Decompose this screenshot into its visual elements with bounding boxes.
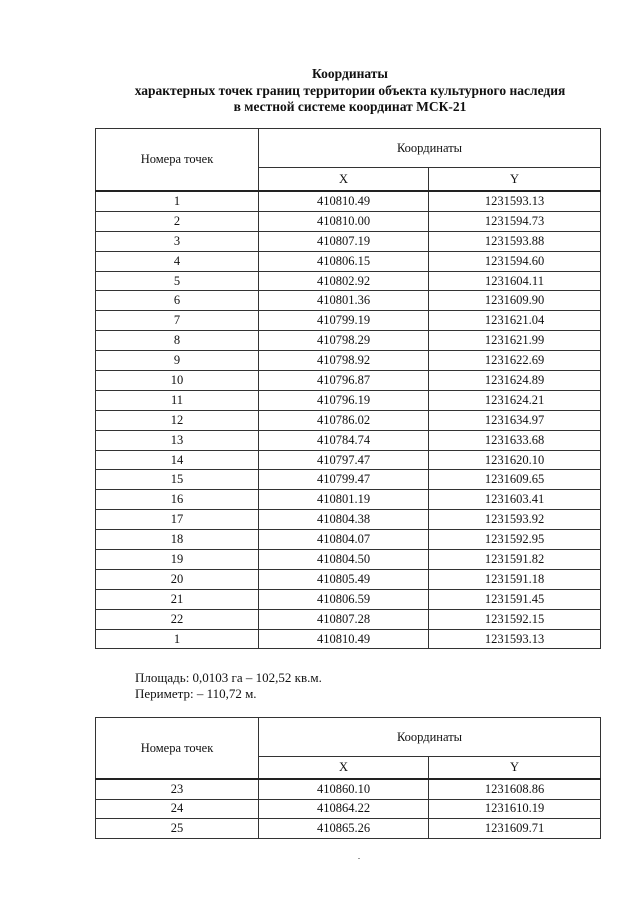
table-row: [96, 231, 601, 251]
coordinates-table-1: [95, 128, 601, 649]
table-row: [96, 569, 601, 589]
header-point-numbers: Номера точек: [96, 129, 259, 192]
y-coordinate-cell: 1231592.15: [429, 609, 601, 629]
x-coordinate-cell: 410806.59: [259, 589, 429, 609]
point-number-cell: 24: [96, 799, 259, 819]
y-coordinate-cell: 1231624.89: [429, 371, 601, 391]
y-coordinate-cell: 1231620.10: [429, 450, 601, 470]
x-coordinate-cell: 410860.10: [259, 779, 429, 799]
point-number-cell: 23: [96, 779, 259, 799]
table-row: [96, 589, 601, 609]
x-coordinate-cell: 410804.38: [259, 510, 429, 530]
y-coordinate-cell: 1231592.95: [429, 530, 601, 550]
x-coordinate-cell: 410807.19: [259, 231, 429, 251]
table-row: [96, 311, 601, 331]
title-line-1: Координаты: [312, 66, 388, 81]
y-coordinate-cell: 1231593.88: [429, 231, 601, 251]
y-coordinate-cell: 1231609.65: [429, 470, 601, 490]
header-x: X: [259, 168, 429, 192]
x-coordinate-cell: 410798.92: [259, 351, 429, 371]
point-number-cell: 13: [96, 430, 259, 450]
y-coordinate-cell: 1231593.13: [429, 191, 601, 211]
table-row: [96, 819, 601, 839]
x-coordinate-cell: 410798.29: [259, 331, 429, 351]
table-row: [96, 390, 601, 410]
x-coordinate-cell: 410799.19: [259, 311, 429, 331]
x-coordinate-cell: 410786.02: [259, 410, 429, 430]
point-number-cell: 9: [96, 351, 259, 371]
point-number-cell: 25: [96, 819, 259, 839]
x-coordinate-cell: 410797.47: [259, 450, 429, 470]
y-coordinate-cell: 1231591.82: [429, 550, 601, 570]
point-number-cell: 5: [96, 271, 259, 291]
x-coordinate-cell: 410801.36: [259, 291, 429, 311]
table-row: [96, 291, 601, 311]
x-coordinate-cell: 410804.50: [259, 550, 429, 570]
x-coordinate-cell: 410784.74: [259, 430, 429, 450]
table-row: [96, 410, 601, 430]
y-coordinate-cell: 1231609.71: [429, 819, 601, 839]
x-coordinate-cell: 410810.49: [259, 629, 429, 649]
header-y: Y: [429, 757, 601, 780]
header-point-numbers: Номера точек: [96, 718, 259, 780]
y-coordinate-cell: 1231621.04: [429, 311, 601, 331]
point-number-cell: 2: [96, 211, 259, 231]
point-number-cell: 16: [96, 490, 259, 510]
x-coordinate-cell: 410796.19: [259, 390, 429, 410]
area-text: Площадь: 0,0103 га – 102,52 кв.м.: [135, 670, 322, 685]
point-number-cell: 19: [96, 550, 259, 570]
header-coordinates: Координаты: [259, 129, 601, 168]
y-coordinate-cell: 1231610.19: [429, 799, 601, 819]
x-coordinate-cell: 410807.28: [259, 609, 429, 629]
point-number-cell: 21: [96, 589, 259, 609]
table-row: [96, 629, 601, 649]
y-coordinate-cell: 1231594.60: [429, 251, 601, 271]
x-coordinate-cell: 410810.49: [259, 191, 429, 211]
x-coordinate-cell: 410802.92: [259, 271, 429, 291]
point-number-cell: 18: [96, 530, 259, 550]
point-number-cell: 22: [96, 609, 259, 629]
y-coordinate-cell: 1231609.90: [429, 291, 601, 311]
header-x: X: [259, 757, 429, 780]
x-coordinate-cell: 410810.00: [259, 211, 429, 231]
y-coordinate-cell: 1231622.69: [429, 351, 601, 371]
table-row: [96, 799, 601, 819]
y-coordinate-cell: 1231608.86: [429, 779, 601, 799]
x-coordinate-cell: 410864.22: [259, 799, 429, 819]
y-coordinate-cell: 1231633.68: [429, 430, 601, 450]
table-row: [96, 331, 601, 351]
y-coordinate-cell: 1231594.73: [429, 211, 601, 231]
y-coordinate-cell: 1231621.99: [429, 331, 601, 351]
header-coordinates: Координаты: [259, 718, 601, 757]
x-coordinate-cell: 410805.49: [259, 569, 429, 589]
point-number-cell: 12: [96, 410, 259, 430]
table-row: [96, 271, 601, 291]
document-title: [0, 66, 640, 116]
x-coordinate-cell: 410799.47: [259, 470, 429, 490]
point-number-cell: 11: [96, 390, 259, 410]
y-coordinate-cell: 1231603.41: [429, 490, 601, 510]
perimeter-text: Периметр: – 110,72 м.: [135, 686, 257, 701]
table-row: [96, 490, 601, 510]
x-coordinate-cell: 410804.07: [259, 530, 429, 550]
table-row: [96, 251, 601, 271]
x-coordinate-cell: 410865.26: [259, 819, 429, 839]
header-y: Y: [429, 168, 601, 192]
point-number-cell: 3: [96, 231, 259, 251]
table-row: [96, 530, 601, 550]
point-number-cell: 14: [96, 450, 259, 470]
y-coordinate-cell: 1231593.92: [429, 510, 601, 530]
point-number-cell: 1: [96, 191, 259, 211]
table-row: [96, 371, 601, 391]
table-row: [96, 191, 601, 211]
title-line-2: характерных точек границ территории объекта культурного наследия: [134, 82, 566, 98]
area-summary: [135, 670, 322, 702]
y-coordinate-cell: 1231591.18: [429, 569, 601, 589]
page-mark: [358, 858, 360, 859]
table-row: [96, 609, 601, 629]
y-coordinate-cell: 1231591.45: [429, 589, 601, 609]
title-line-3: в местной системе координат МСК-21: [233, 99, 467, 114]
point-number-cell: 17: [96, 510, 259, 530]
point-number-cell: 1: [96, 629, 259, 649]
y-coordinate-cell: 1231593.13: [429, 629, 601, 649]
x-coordinate-cell: 410806.15: [259, 251, 429, 271]
point-number-cell: 15: [96, 470, 259, 490]
x-coordinate-cell: 410801.19: [259, 490, 429, 510]
point-number-cell: 6: [96, 291, 259, 311]
table-row: [96, 510, 601, 530]
y-coordinate-cell: 1231604.11: [429, 271, 601, 291]
table-row: [96, 211, 601, 231]
table-row: [96, 430, 601, 450]
table-row: [96, 470, 601, 490]
point-number-cell: 10: [96, 371, 259, 391]
point-number-cell: 7: [96, 311, 259, 331]
point-number-cell: 4: [96, 251, 259, 271]
table-row: [96, 351, 601, 371]
y-coordinate-cell: 1231624.21: [429, 390, 601, 410]
table-row: [96, 550, 601, 570]
x-coordinate-cell: 410796.87: [259, 371, 429, 391]
y-coordinate-cell: 1231634.97: [429, 410, 601, 430]
coordinates-table-2: [95, 717, 601, 839]
table-row: [96, 450, 601, 470]
point-number-cell: 20: [96, 569, 259, 589]
point-number-cell: 8: [96, 331, 259, 351]
table-row: [96, 779, 601, 799]
